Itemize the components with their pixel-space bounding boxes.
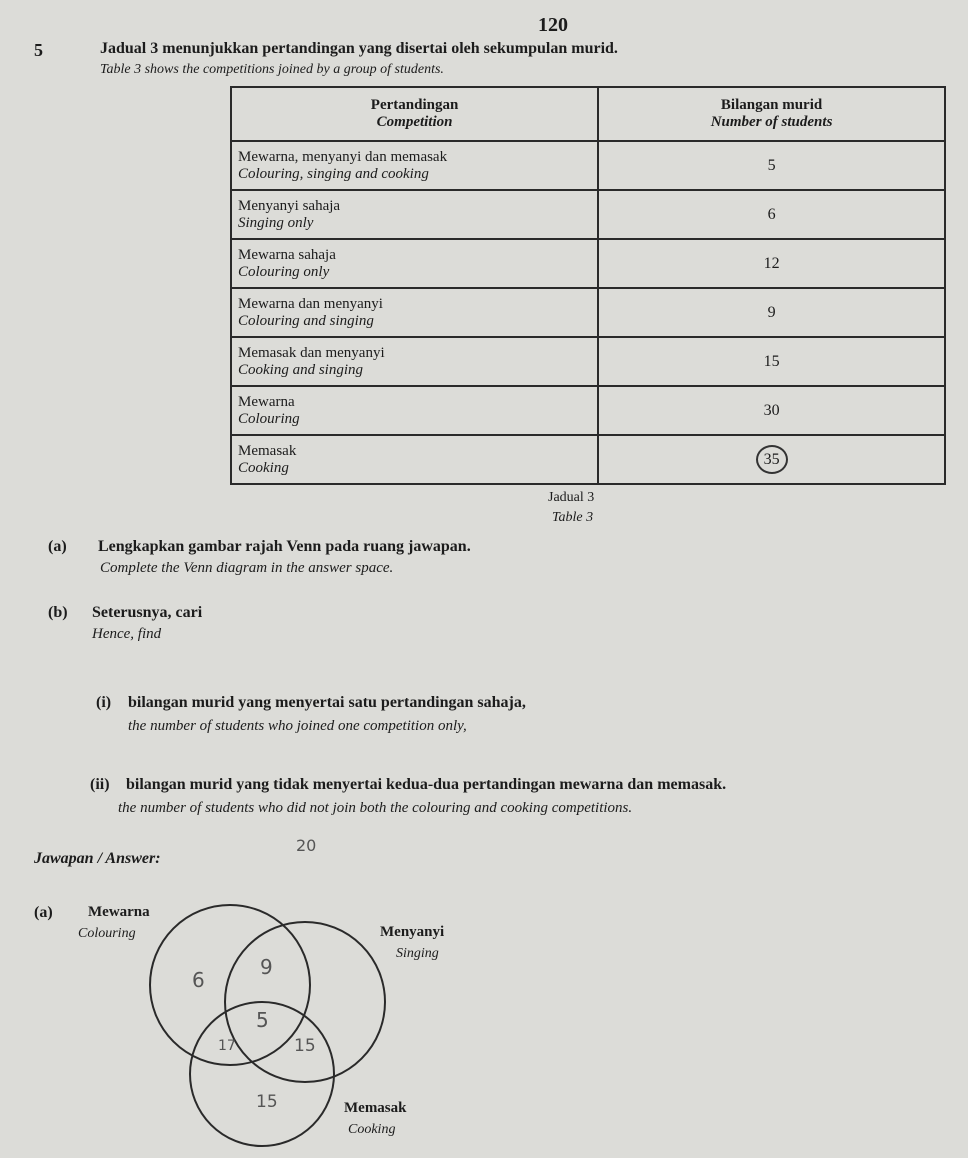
venn-circle-singing <box>225 922 385 1082</box>
part-b-ii-en: the number of students who did not join both the colouring and cooking competitions. <box>118 800 633 816</box>
intro-english: Table 3 shows the competitions joined by a group of students. <box>100 62 444 77</box>
row-en: Cooking <box>238 459 289 476</box>
header-competition-en: Competition <box>376 114 453 130</box>
row-en: Colouring, singing and cooking <box>238 165 429 182</box>
venn-value-colouring-singing: 9 <box>260 955 273 979</box>
venn-colouring-en: Colouring <box>78 926 136 941</box>
row-ms: Memasak dan menyanyi <box>238 344 385 361</box>
part-b-label: (b) <box>48 604 68 621</box>
handwritten-margin-note: 20 <box>296 836 317 855</box>
page-number: 120 <box>538 14 568 36</box>
row-value: 15 <box>598 337 945 386</box>
question-number: 5 <box>34 40 43 60</box>
row-ms: Mewarna <box>238 393 295 410</box>
part-b-i-label: (i) <box>96 694 112 711</box>
header-count-en: Number of students <box>710 114 833 130</box>
venn-value-colouring-only: 6 <box>192 968 205 992</box>
row-en: Colouring and singing <box>238 312 374 329</box>
part-a-en: Complete the Venn diagram in the answer space. <box>100 560 394 576</box>
table-caption-ms: Jadual 3 <box>548 490 595 505</box>
header-competition-ms: Pertandingan <box>370 97 459 113</box>
row-en: Singing only <box>238 214 314 231</box>
part-b-i-en: the number of students who joined one competition only, <box>128 718 467 734</box>
venn-singing-en: Singing <box>396 946 439 961</box>
part-a-label: (a) <box>48 538 67 555</box>
venn-value-cooking-only: 15 <box>256 1092 278 1112</box>
row-ms: Memasak <box>238 442 297 459</box>
row-value: 30 <box>598 386 945 435</box>
row-en: Colouring <box>238 410 300 427</box>
part-b-i-ms: bilangan murid yang menyertai satu pertandingan sahaja, <box>128 694 526 711</box>
venn-cooking-en: Cooking <box>348 1122 396 1137</box>
part-b-ms: Seterusnya, cari <box>92 604 203 621</box>
venn-part-label: (a) <box>34 904 53 921</box>
venn-singing-ms: Menyanyi <box>380 924 445 940</box>
table-caption-en: Table 3 <box>552 510 594 525</box>
row-ms: Mewarna, menyanyi dan memasak <box>238 148 448 165</box>
row-ms: Mewarna sahaja <box>238 246 336 263</box>
row-ms: Menyanyi sahaja <box>238 197 341 214</box>
row-value: 5 <box>598 141 945 190</box>
venn-cooking-ms: Memasak <box>344 1100 407 1116</box>
row-en: Colouring only <box>238 263 330 280</box>
row-en: Cooking and singing <box>238 361 364 378</box>
answer-heading: Jawapan / Answer: <box>34 850 161 867</box>
venn-value-colouring-cooking: 17 <box>218 1038 236 1054</box>
part-b-en: Hence, find <box>92 626 162 642</box>
venn-colouring-ms: Mewarna <box>88 904 150 920</box>
row-ms: Mewarna dan menyanyi <box>238 295 383 312</box>
row-value: 12 <box>598 239 945 288</box>
row-value: 6 <box>598 190 945 239</box>
intro-malay: Jadual 3 menunjukkan pertandingan yang disertai oleh sekumpulan murid. <box>100 40 618 57</box>
venn-value-singing-cooking: 15 <box>294 1036 316 1056</box>
row-value: 9 <box>598 288 945 337</box>
part-b-ii-label: (ii) <box>90 776 110 793</box>
part-b-ii-ms: bilangan murid yang tidak menyertai kedua-dua pertandingan mewarna dan memasak. <box>126 776 727 793</box>
venn-value-centre: 5 <box>256 1008 269 1032</box>
header-count-ms: Bilangan murid <box>720 97 823 113</box>
part-a-ms: Lengkapkan gambar rajah Venn pada ruang jawapan. <box>98 538 471 555</box>
circled-value: 35 <box>756 445 788 474</box>
